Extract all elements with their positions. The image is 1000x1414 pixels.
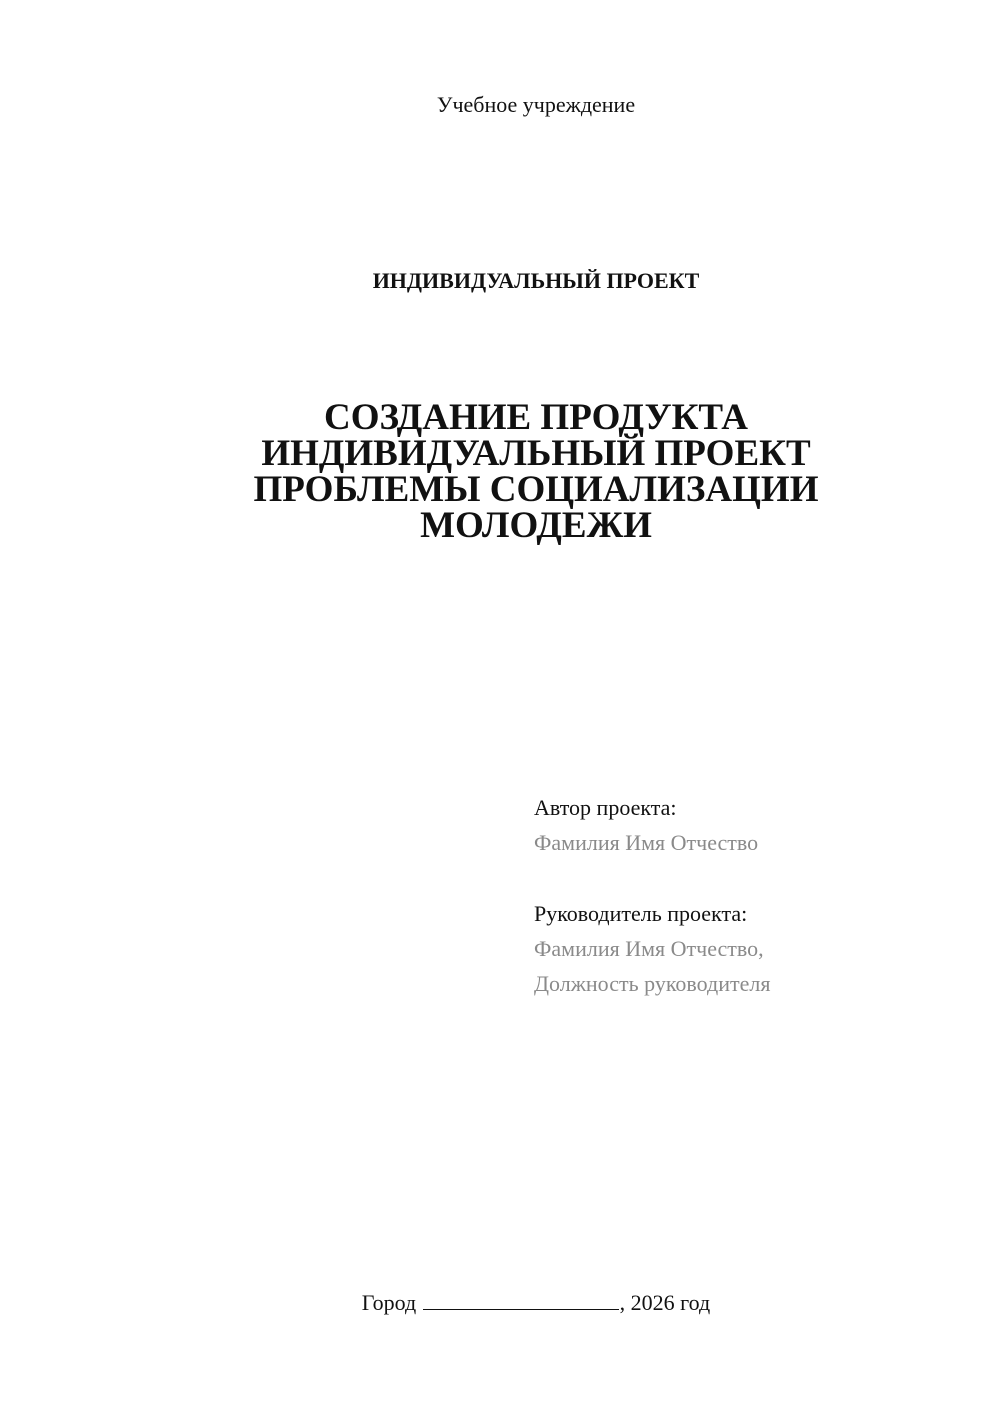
supervisor-name-placeholder: Фамилия Имя Отчество, — [534, 936, 764, 961]
project-title-line: ПРОБЛЕМЫ СОЦИАЛИЗАЦИИ — [253, 469, 819, 510]
spacer — [534, 860, 770, 896]
institution-name: Учебное учреждение — [436, 92, 636, 117]
city-year-line — [0, 1290, 1000, 1316]
supervisor-position-placeholder: Должность руководителя — [534, 971, 771, 996]
project-title-line: ИНДИВИДУАЛЬНЫЙ ПРОЕКТ — [261, 433, 811, 474]
project-title-line: СОЗДАНИЕ ПРОДУКТА — [324, 397, 748, 438]
author-name-placeholder: Фамилия Имя Отчество — [534, 830, 759, 855]
year-text: , 2026 год — [619, 1290, 711, 1315]
document-type: ИНДИВИДУАЛЬНЫЙ ПРОЕКТ — [372, 268, 700, 293]
project-title — [0, 397, 1000, 546]
supervisor-label: Руководитель проекта: — [534, 901, 748, 926]
project-title-line: МОЛОДЕЖИ — [420, 505, 652, 546]
city-blank-underline — [423, 1291, 619, 1310]
credits-block — [534, 790, 770, 1001]
author-label: Автор проекта: — [534, 795, 677, 820]
city-label: Город — [361, 1290, 417, 1315]
